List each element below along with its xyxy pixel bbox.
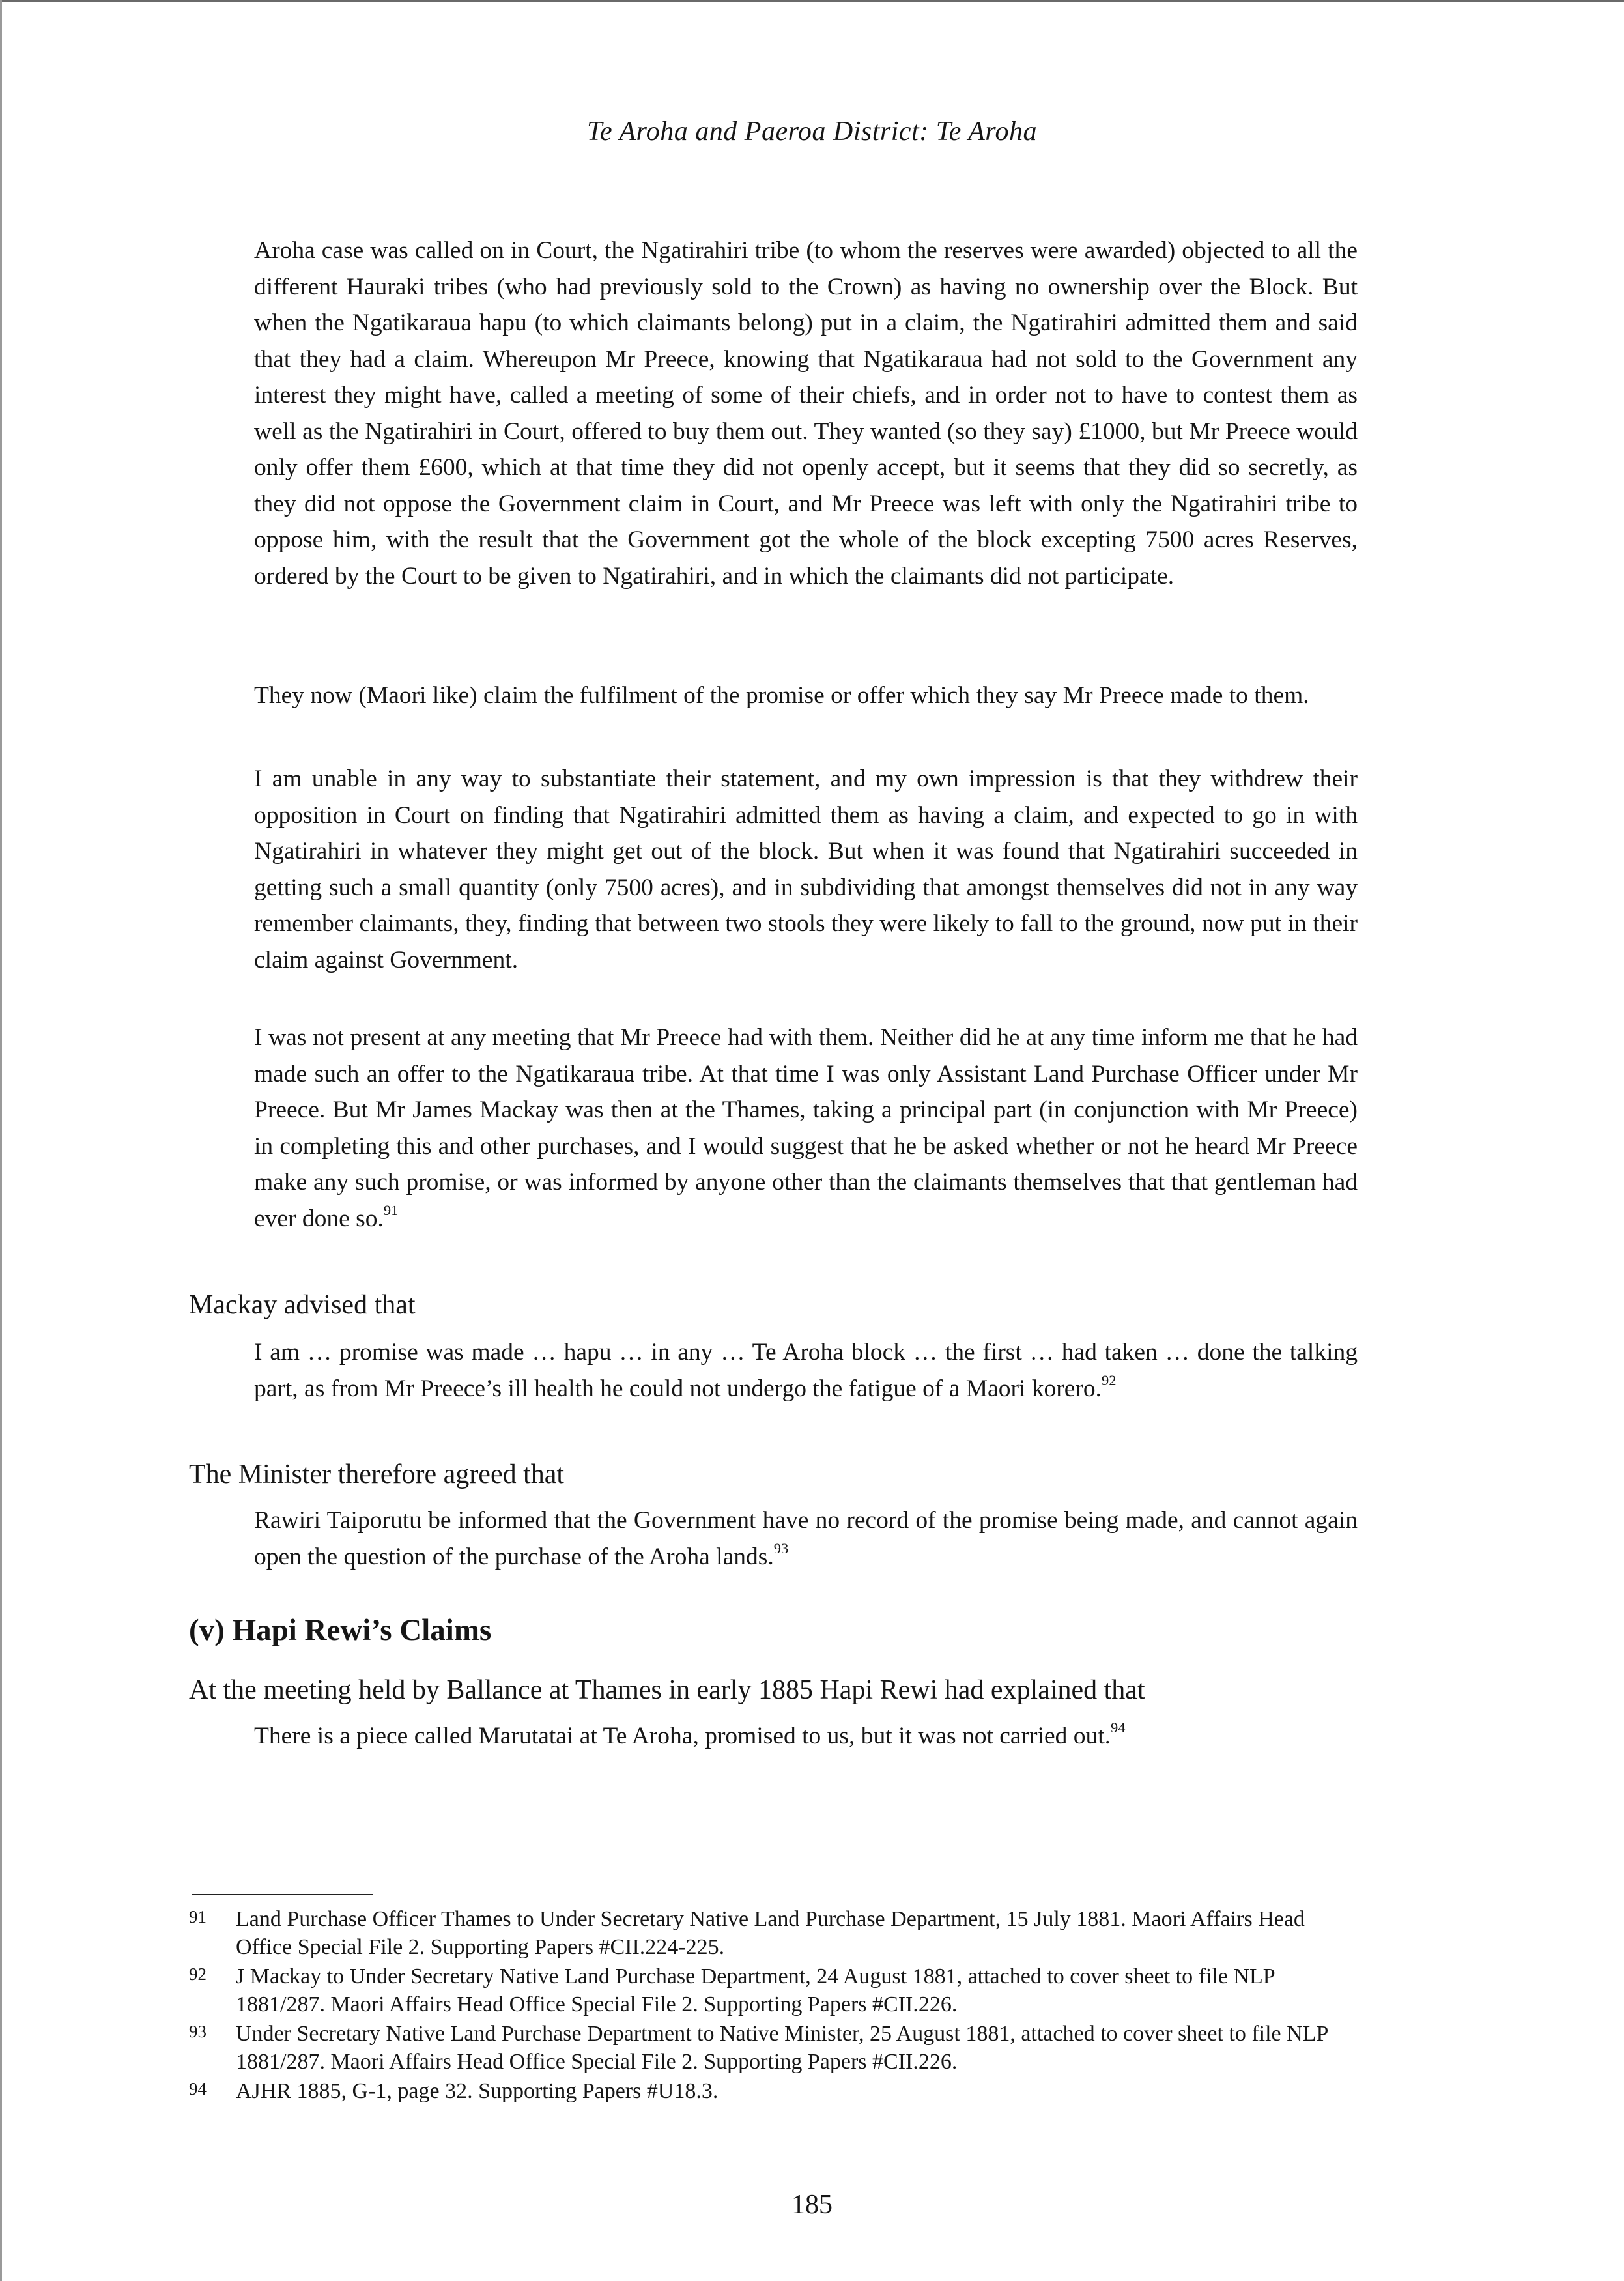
footnote-ref: 94 — [1111, 1719, 1126, 1736]
footnote — [189, 1962, 1361, 2018]
footnote-number: 93 — [189, 2022, 207, 2041]
quote-paragraph: I am unable in any way to substantiate their statement, and my own impression is that they withdrew their opposition in Court on finding that Ngatirahiri admitted them as having a claim, and expected to go in with Ngatirahiri in whatever they might get out of the block. But when it was found that Ngatirahiri succeeded in getting such a small quantity (only 7500 acres), and in subdividing that amongst themselves did not in any way remember claimants, they, finding that between two stools they were likely to fall to the ground, now put in their claim against Government. — [254, 766, 1358, 973]
footnote — [189, 2020, 1361, 2076]
page-number: 185 — [791, 2190, 833, 2220]
section-heading: (v) Hapi Rewi’s Claims — [189, 1613, 492, 1647]
scan-edge-top — [0, 0, 1624, 2]
footnote-ref: 91 — [383, 1201, 399, 1218]
quote-paragraph: They now (Maori like) claim the fulfilment of the promise or offer which they say Mr Preece made to them. — [254, 682, 1309, 709]
quote-block-4: There is a piece called Marutatai at Te Aroha, promised to us, but it was not carried out.$^{94}$ — [254, 1719, 1126, 1749]
footnote-ref: 93 — [773, 1540, 789, 1557]
footnote — [189, 1905, 1361, 1961]
quote-block-2: I am … promise was made … hapu … in any … Te Aroha block … the first … had taken … done the talking part, as from Mr Preece’s ill health he could not undergo the fatigue of a Maori korero.$^{92}$ — [254, 1339, 1358, 1402]
footnotes — [189, 1905, 1361, 2106]
lead-text: The Minister therefore agreed that — [189, 1459, 565, 1489]
footnote-number: 91 — [189, 1907, 207, 1927]
footnote-text: Land Purchase Officer Thames to Under Secretary Native Land Purchase Department, 15 July 1881. Maori Affairs Head Office Special File 2. Supporting Papers #CII.224-225. — [236, 1907, 1305, 1959]
footnote-text: Under Secretary Native Land Purchase Department to Native Minister, 25 August 1881, attached to cover sheet to file NLP 1881/287. Maori Affairs Head Office Special File 2. Supporting Papers #CII.226. — [236, 2022, 1328, 2074]
scan-edge-left — [0, 0, 2, 2281]
footnote-rule — [192, 1894, 373, 1895]
lead-text: Mackay advised that — [189, 1290, 416, 1320]
footnote — [189, 2077, 1361, 2105]
quote-paragraph: I was not present at any meeting that Mr Preece had with them. Neither did he at any time inform me that he had made such an offer to the Ngatikaraua tribe. At that time I was only Assistant Land Purchase Officer under Mr Preece. But Mr James Mackay was then at the Thames, taking a principal part (in conjunction with Mr Preece) in completing this and other purchases, and I would suggest that he be asked whether or not he heard Mr Preece make any such promise, or was informed by anyone other than the claimants themselves that that gentleman had ever done so.$^{91}$ — [254, 1024, 1358, 1232]
footnote-number: 92 — [189, 1964, 207, 1984]
quote-block-3: Rawiri Taiporutu be informed that the Government have no record of the promise being made, and cannot again open the question of the purchase of the Aroha lands.$^{93}$ — [254, 1507, 1358, 1570]
footnote-ref: 92 — [1101, 1371, 1117, 1388]
footnote-number: 94 — [189, 2079, 207, 2099]
running-header: Te Aroha and Paeroa District: Te Aroha — [586, 117, 1038, 147]
footnote-text: AJHR 1885, G-1, page 32. Supporting Papers #U18.3. — [236, 2079, 719, 2103]
lead-text: At the meeting held by Ballance at Thames in early 1885 Hapi Rewi had explained that — [189, 1675, 1145, 1705]
footnote-text: J Mackay to Under Secretary Native Land Purchase Department, 24 August 1881, attached to cover sheet to file NLP 1881/287. Maori Affairs Head Office Special File 2. Supporting Papers #CII.226. — [236, 1964, 1275, 2016]
quote-paragraph: Aroha case was called on in Court, the Ngatirahiri tribe (to whom the reserves were awarded) objected to all the different Hauraki tribes (who had previously sold to the Crown) as having no ownership over the Block. But when the Ngatikaraua hapu (to which claimants belong) put in a claim, the Ngatirahiri admitted them and said that they had a claim. Whereupon Mr Preece, knowing that Ngatikaraua had not sold to the Government any interest they might have, called a meeting of some of their chiefs, and in order not to have to contest them as well as the Ngatirahiri in Court, offered to buy them out. They wanted (so they say) £1000, but Mr Preece would only offer them £600, which at that time they did not openly accept, but it seems that they did so secretly, as they did not oppose the Government claim in Court, and Mr Preece was left with only the Ngatirahiri tribe to oppose him, with the result that the Government got the whole of the block excepting 7500 acres Reserves, ordered by the Court to be given to Ngatirahiri, and in which the claimants did not participate. — [254, 237, 1358, 590]
